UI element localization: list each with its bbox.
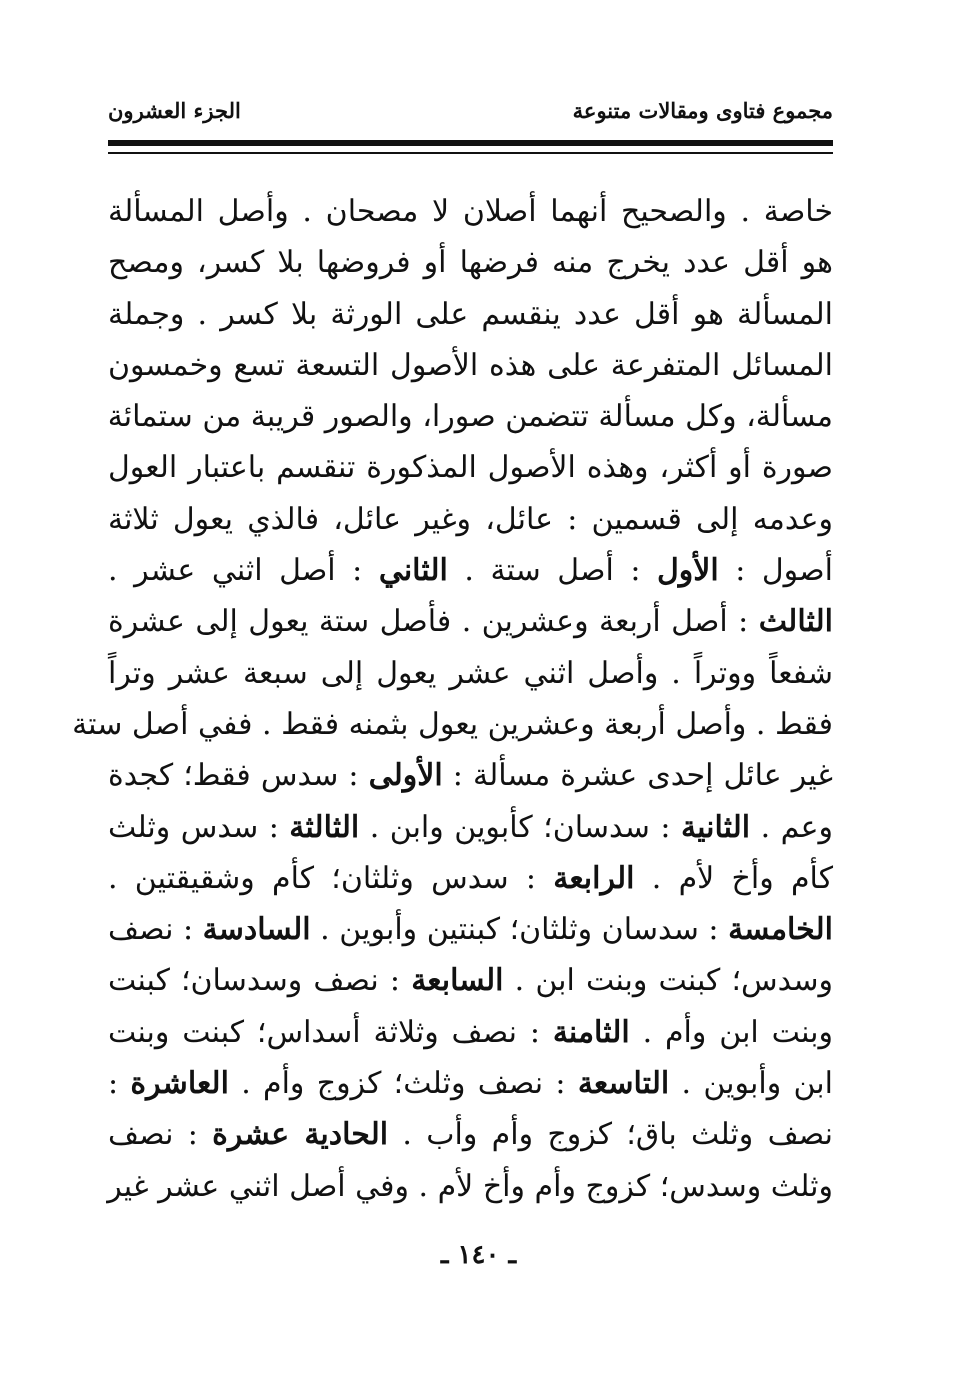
text-line <box>108 289 833 340</box>
text-line <box>108 596 833 647</box>
bold-heading-term: السادسة <box>202 912 311 948</box>
bold-heading-term: الخامسة <box>728 912 833 948</box>
text-segment: غير عائل إحدى عشرة مسألة : <box>442 758 833 794</box>
text-segment: : نصف وسدسان؛ كبنت <box>108 963 412 999</box>
text-line <box>108 237 833 288</box>
body-text <box>72 186 833 1212</box>
bold-heading-term: الأول <box>656 553 719 589</box>
text-line <box>108 1058 833 1109</box>
text-segment: : سدس وثلثان؛ كأم وشقيقتين . <box>108 860 554 896</box>
text-segment: : نصف <box>108 912 203 948</box>
text-segment: : نصف وثلاثة أسداس؛ كبنت وبنت <box>108 1014 553 1050</box>
text-segment: فقط . وأصل أربعة وعشرين يعول بثمنه فقط . ففي أصل ستة <box>72 706 833 742</box>
text-segment: نصف وثلث باق؛ كزوج وأم وأب . <box>388 1117 833 1153</box>
text-segment: ابن وأبوين . <box>669 1066 833 1102</box>
text-segment: وثلث وسدس؛ كزوج وأم وأخ لأم . وفي أصل اثني عشر غير <box>107 1168 833 1204</box>
text-line <box>108 1161 833 1212</box>
text-segment: : أصل أربعة وعشرين . فأصل ستة يعول إلى عشرة <box>108 604 759 640</box>
text-segment: وسدس؛ كبنت وبنت ابن . <box>503 963 833 999</box>
text-segment: صورة أو أكثر، وهذه الأصول المذكورة تنقسم باعتبار العول <box>108 450 833 486</box>
text-segment: أصول : <box>718 553 833 589</box>
bold-heading-term: الثامنة <box>552 1014 630 1050</box>
text-segment: : أصل اثني عشر . <box>108 553 379 589</box>
running-header <box>108 88 833 132</box>
text-segment: : سدس وثلث <box>108 809 290 845</box>
bold-heading-term: الرابعة <box>553 860 635 896</box>
text-segment: : سدسان وثلثان؛ كبنتين وأبوين . <box>310 912 729 948</box>
text-line <box>108 1109 833 1160</box>
text-line <box>108 750 833 801</box>
text-segment: شفعاً ووتراً . وأصل اثني عشر يعول إلى سبعة عشر وتراً <box>108 655 833 691</box>
volume-label: الجزء العشرون <box>108 97 241 123</box>
text-line <box>108 1007 833 1058</box>
text-segment: خاصة . والصحيح أنهما أصلان لا مصحان . وأصل المسألة <box>108 194 833 229</box>
text-line <box>108 955 833 1006</box>
text-line <box>108 391 833 442</box>
text-line <box>108 648 833 699</box>
bold-heading-term: التاسعة <box>577 1066 670 1102</box>
bold-heading-term: العاشرة <box>130 1066 229 1102</box>
text-segment: هو أقل عدد يخرج منه فرضها أو فروضها بلا كسر، ومصح <box>108 245 833 281</box>
text-line <box>108 904 833 955</box>
text-segment: المسألة هو أقل عدد ينقسم على الورثة بلا كسر . وجملة <box>108 296 833 332</box>
header-rule-thin <box>108 152 833 154</box>
text-segment: وعدمه إلى قسمين : عائل، وغير عائل، فالذي يعول ثلاثة <box>108 501 833 537</box>
text-line <box>72 699 833 750</box>
bold-heading-term: الثالثة <box>289 809 360 845</box>
text-segment: المسائل المتفرعة على هذه الأصول التسعة تسع وخمسون <box>108 347 833 383</box>
text-segment: وعم . <box>750 809 833 845</box>
bold-heading-term: الحادية عشرة <box>212 1117 389 1153</box>
text-line <box>108 802 833 853</box>
text-line <box>108 340 833 391</box>
bold-heading-term: السابعة <box>411 963 504 999</box>
bold-heading-term: الثاني <box>378 553 448 589</box>
text-segment: : سدس فقط؛ كجدة <box>108 758 369 794</box>
text-line <box>108 494 833 545</box>
text-segment: : <box>108 1066 131 1102</box>
text-line <box>108 442 833 493</box>
text-segment: : سدسان؛ كأبوين وابن . <box>359 809 681 845</box>
page-number: ـ ١٤٠ ـ <box>440 1240 517 1270</box>
bold-heading-term: الثالث <box>758 604 833 640</box>
bold-heading-term: الأولى <box>368 758 443 794</box>
text-segment: : نصف <box>108 1117 213 1153</box>
text-line <box>108 545 833 596</box>
book-title: مجموع فتاوى ومقالات متنوعة <box>572 97 833 123</box>
text-line <box>108 186 833 237</box>
text-segment: مسألة، وكل مسألة تتضمن صورا، والصور قريبة من ستمائة <box>107 399 833 435</box>
header-rule-thick <box>108 140 833 146</box>
text-segment: كأم وأخ لأم . <box>634 860 833 896</box>
text-segment: : نصف وثلث؛ كزوج وأم . <box>228 1066 578 1102</box>
text-line <box>108 853 833 904</box>
text-segment: : أصل ستة . <box>447 553 657 589</box>
bold-heading-term: الثانية <box>680 809 751 845</box>
text-segment: وبنت ابن وأم . <box>629 1014 833 1050</box>
